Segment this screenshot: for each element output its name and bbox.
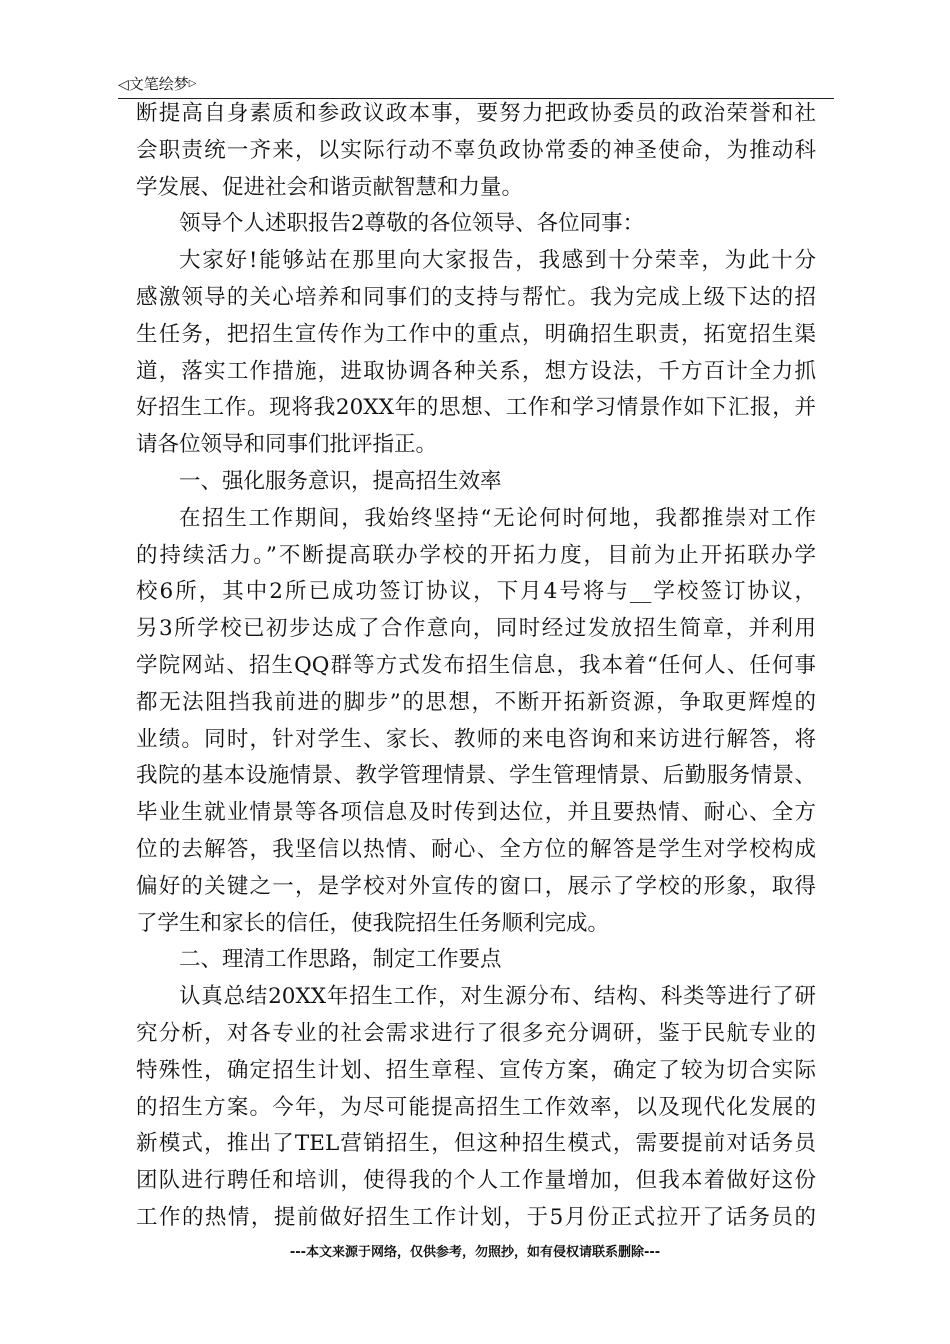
text-line: 感激领导的关心培养和同事们的支持与帮忙。我为完成上级下达的招 [136, 284, 816, 310]
text-line: 团队进行聘任和培训，使得我的个人工作量增加，但我本着做好这份 [136, 1168, 816, 1194]
text-line: 断提高自身素质和参政议政本事，要努力把政协委员的政治荣誉和社 [136, 101, 816, 126]
section-title: 领导个人述职报告2尊敬的各位领导、各位同事： [179, 211, 645, 237]
text-line: 究分析，对各专业的社会需求进行了很多充分调研，鉴于民航专业的 [136, 1020, 816, 1046]
text-line: 业绩。同时，针对学生、家长、教师的来电咨询和来访进行解答，将 [136, 726, 816, 752]
text-line: 新模式，推出了TEL营销招生，但这种招生模式，需要提前对话务员 [136, 1131, 816, 1157]
text-line: 特殊性，确定招生计划、招生章程、宣传方案，确定了较为切合实际 [136, 1057, 816, 1083]
text-line: 的持续活力。”不断提高联办学校的开拓力度，目前为止开拓联办学 [136, 542, 816, 568]
text-line: 好招生工作。现将我20XX年的思想、工作和学习情景作如下汇报，并 [136, 395, 816, 421]
left-triangle-icon: ◁ [118, 77, 129, 93]
brand-logo [118, 74, 197, 95]
text-line: 道，落实工作措施，进取协调各种关系，想方设法，千方百计全力抓 [136, 358, 816, 384]
text-line: 都无法阻挡我前进的脚步”的思想，不断开拓新资源，争取更辉煌的 [136, 689, 816, 715]
text-line: 学院网站、招生QQ群等方式发布招生信息，我本着“任何人、任何事 [136, 652, 816, 678]
paragraph-start: 大家好!能够站在那里向大家报告，我感到十分荣幸，为此十分 [179, 248, 816, 274]
text-line: 位的去解答，我坚信以热情、耐心、全方位的解答是学生对学校构成 [136, 836, 816, 862]
document-body [136, 96, 816, 1237]
text-line: 偏好的关键之一，是学校对外宣传的窗口，展示了学校的形象，取得 [136, 873, 816, 899]
text-line: 请各位领导和同事们批评指正。 [136, 432, 438, 458]
text-line: 毕业生就业情景等各项信息及时传到达位，并且要热情、耐心、全方 [136, 800, 816, 826]
text-line: 了学生和家长的信任，使我院招生任务顺利完成。 [136, 910, 610, 936]
right-triangle-icon: ▷ [188, 78, 197, 89]
text-line: 生任务，把招生宣传作为工作中的重点，明确招生职责，拓宽招生渠 [136, 321, 816, 347]
text-line: 会职责统一齐来，以实际行动不辜负政协常委的神圣使命，为推动科 [136, 137, 816, 163]
text-line: 学发展、促进社会和谐贡献智慧和力量。 [136, 174, 524, 200]
text-line: 校6所，其中2所已成功签订协议，下月4号将与__学校签订协议， [136, 579, 816, 605]
text-line: 我院的基本设施情景、教学管理情景、学生管理情景、后勤服务情景、 [136, 763, 816, 789]
brand-name: 文笔绘梦 [128, 75, 189, 93]
paragraph-start: 认真总结20XX年招生工作，对生源分布、结构、科类等进行了研 [179, 984, 816, 1010]
text-line: 另3所学校已初步达成了合作意向，同时经过发放招生简章，并利用 [136, 616, 816, 642]
page-footer: ---本文来源于网络，仅供参考，勿照抄，如有侵权请联系删除--- [289, 1245, 661, 1260]
paragraph-start: 在招生工作期间，我始终坚持“无论何时何地，我都推崇对工作 [179, 505, 816, 531]
text-line: 工作的热情，提前做好招生工作计划，于5月份正式拉开了话务员的 [136, 1204, 816, 1230]
text-line: 的招生方案。今年，为尽可能提高招生工作效率，以及现代化发展的 [136, 1094, 816, 1120]
section-heading: 二、理清工作思路，制定工作要点 [179, 947, 502, 973]
section-heading: 一、强化服务意识，提高招生效率 [179, 468, 502, 494]
